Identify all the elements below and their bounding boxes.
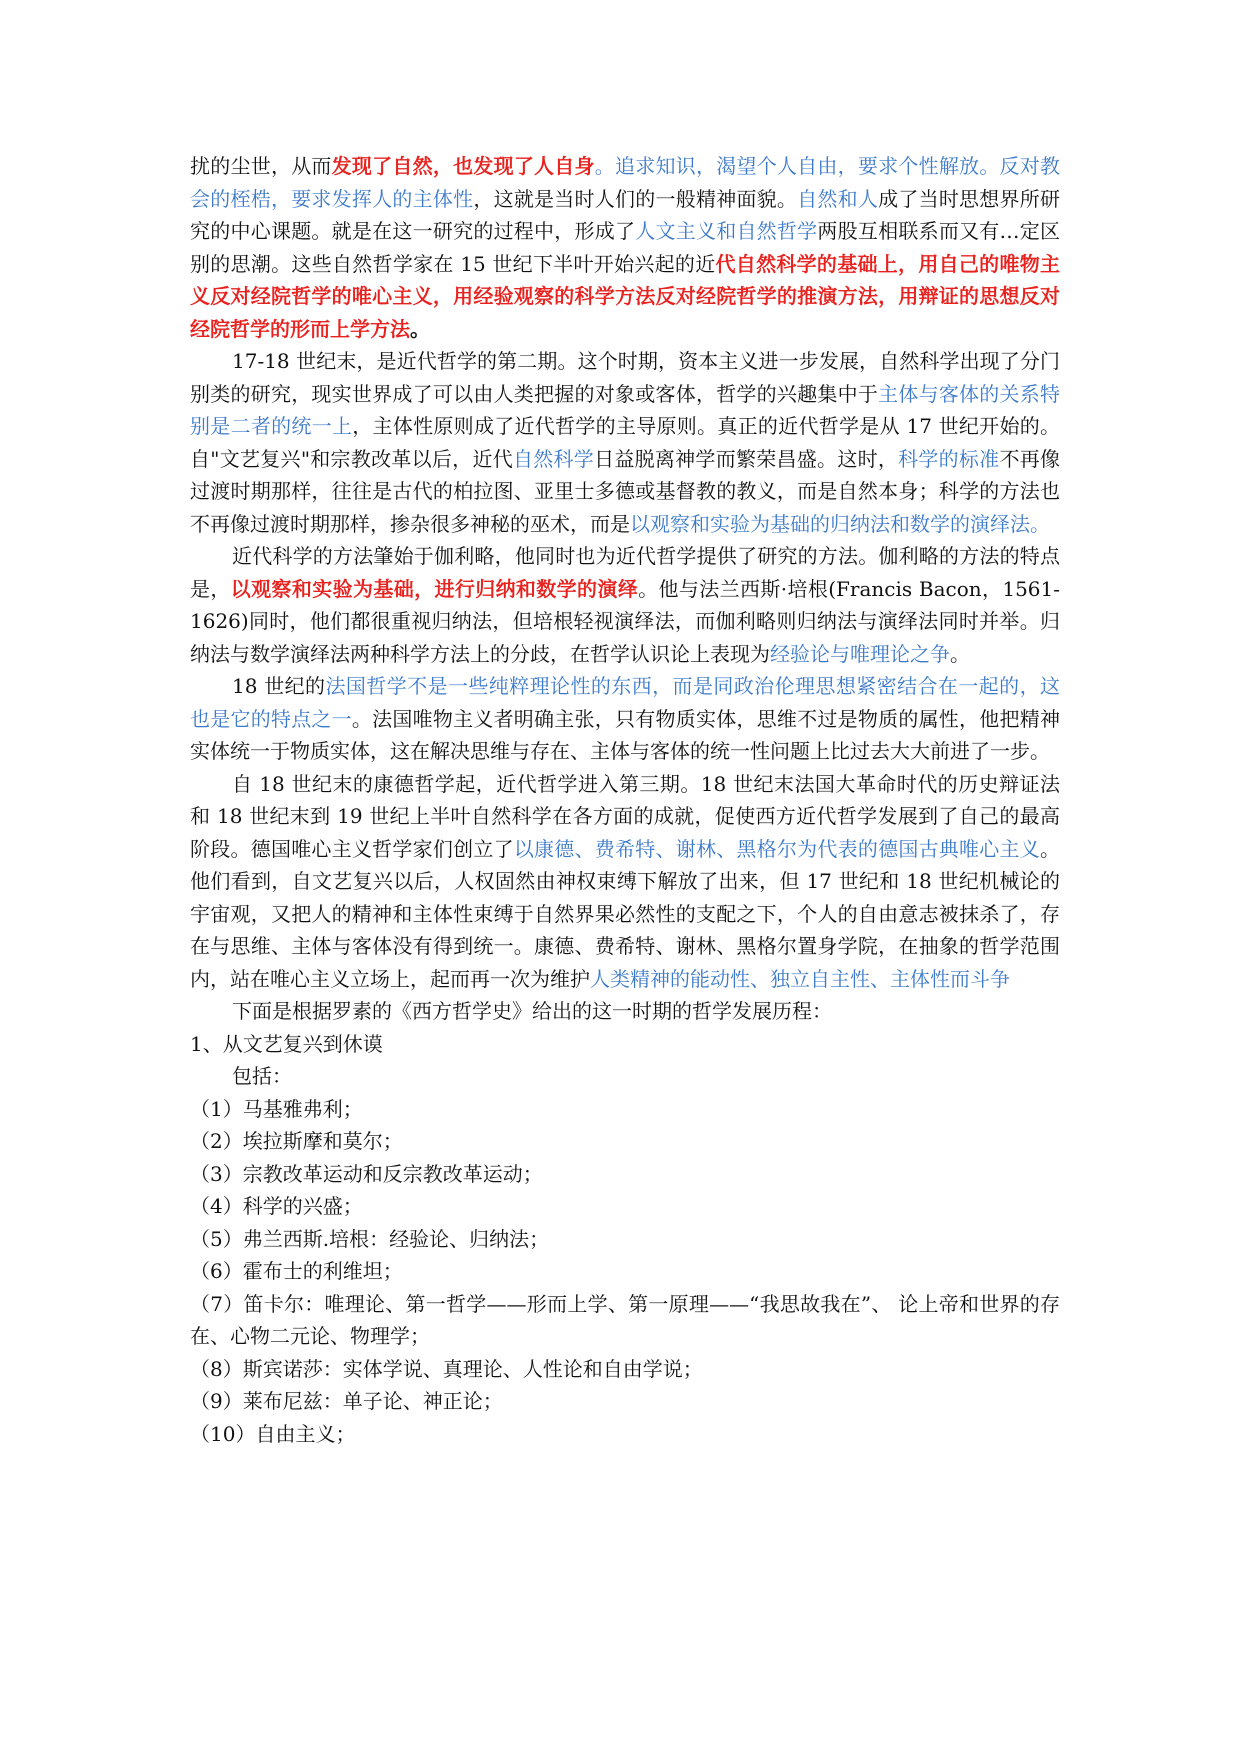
list-item: （1）马基雅弗利； [190,1096,363,1121]
list-item: （5）弗兰西斯.培根：经验论、归纳法； [190,1226,550,1251]
highlight-blue-text: 自然科学 [512,446,595,471]
paragraph [190,540,1060,670]
body-text: 不再像过渡时期那样，往往是古代的柏拉图、亚里士多德或基督教的教义，而是自然本身；科学的方法也不再像过渡时期那样，掺杂很多神秘的巫术，而是 [190,446,1061,536]
highlight-blue-text: 主体与客体的关系特别是二者的统一上 [190,381,1061,438]
highlight-blue-text: 法国哲学不是一些纯粹理论性的东西，而是同政治伦理思想紧密结合在一起的，这也是它的特点之一 [190,674,1060,731]
body-paragraphs [190,150,1060,1028]
highlight-blue-text: 。 [594,154,616,178]
body-text: 两股互相联系而又有…定区别的思潮。这些自然哲学家在 15 世纪下半叶开始兴起的近 [190,219,1061,276]
body-text: ，主体性原则成了近代哲学的主导原则。真正的近代哲学是从 17 世纪开始的。自"文艺复兴"和宗教改革以后，近代 [190,414,1061,471]
list-item: （3）宗教改革运动和反宗教改革运动； [190,1161,543,1186]
body-text: 。法国唯物主义者明确主张，只有物质实体，思维不过是物质的属性，他把精神实体统一于物质实体，这在解决思维与存在、主体与客体的统一性问题上比过去大大前进了一步。 [190,706,1061,763]
body-text: ，这就是当时人们的一般精神面貌。 [473,186,798,211]
highlight-blue-text: 人文主义和自然哲学 [635,219,818,243]
list-item: （7）笛卡尔：唯理论、第一哲学——形而上学、第一原理——“我思故我在”、 论上帝和世界的存在、心物二元论、物理学； [190,1291,1060,1348]
list-item: （8）斯宾诺莎：实体学说、真理论、人性论和自由学说； [190,1356,703,1381]
body-text: 下面是根据罗素的《西方哲学史》给出的这一时期的哲学发展历程： [232,999,832,1023]
list-item: （6）霍布士的利维坦； [190,1259,403,1283]
paragraph [190,995,1060,1028]
list-item: （10）自由主义； [190,1421,356,1446]
includes-label: 包括： [232,1064,292,1088]
philosophy-list [190,1093,1060,1451]
list-item: （4）科学的兴盛； [190,1194,363,1218]
body-text: 近代科学的方法肇始于伽利略，他同时也为近代哲学提供了研究的方法。伽利略的方法的特点是， [190,544,1060,601]
body-text: 。 [410,316,430,341]
highlight-red-text: 代自然科学的基础上，用自己的唯物主义反对经院哲学的唯心主义，用经验观察的科学方法反对经院哲学的推演方法，用辩证的思想反对经院哲学的形而上学方法 [190,251,1061,341]
document-page [190,150,1060,1450]
highlight-blue-text: 自然和人 [797,186,879,211]
highlight-blue-text: 人类精神的能动性、独立自主性、主体性而斗争 [590,966,1010,991]
paragraph [190,150,1060,345]
body-text: 。他与法兰西斯·培根(Francis Bacon，1561-1626)同时，他们都很重视归纳法，但培根轻视演绎法，而伽利略则归纳法与演绎法同时并举。归纳法与数学演绎法两种科学方法上的分歧，在哲学认识论上表现为 [190,576,1061,666]
body-text: 。 [950,641,970,666]
body-text: 成了当时思想界所研究的中心课题。就是在这一研究的过程中，形成了 [190,186,1061,243]
section-heading: 1、从文艺复兴到休谟 [190,1031,383,1056]
body-text: 扰的尘世，从而 [190,154,332,178]
list-item: （2）埃拉斯摩和莫尔； [190,1129,403,1153]
highlight-blue-text: 以观察和实验为基础的归纳法和数学的演绎法。 [630,511,1050,536]
body-text: 。他们看到，自文艺复兴以后，人权固然由神权束缚下解放了出来，但 17 世纪和 18 世纪机械论的宇宙观，又把人的精神和主体性束缚于自然界果必然性的支配之下，个人的自由意志被抹杀了，存在与思维、主体与客体没有得到统一。康德、费希特、谢林、黑格尔置身学院，在抽象的哲学范围内，站在唯心主义立场上，起而再一次为维护 [190,836,1061,991]
highlight-blue-text: 经验论与唯理论之争 [770,641,950,666]
body-text: 自 18 世纪末的康德哲学起，近代哲学进入第三期。18 世纪末法国大革命时代的历史辩证法和 18 世纪末到 19 世纪上半叶自然科学在各方面的成就，促使西方近代哲学发展到了自己的最高阶段。德国唯心主义哲学家们创立了 [190,771,1060,861]
paragraph [190,345,1060,540]
highlight-red-text: 发现了自然，也发现了人自身 [331,154,595,178]
paragraph [190,670,1060,768]
paragraph [190,768,1060,996]
highlight-blue-text: 以康德、费希特、谢林、黑格尔为代表的德国古典唯心主义 [513,836,1041,861]
body-text: 17-18 世纪末，是近代哲学的第二期。这个时期，资本主义进一步发展，自然科学出现了分门别类的研究，现实世界成了可以由人类把握的对象或客体，哲学的兴趣集中于 [190,349,1060,406]
body-text: 18 世纪的 [232,674,326,698]
highlight-blue-text: 科学的标准 [898,446,1000,471]
highlight-red-text: 以观察和实验为基础，进行归纳和数学的演绎 [230,576,639,601]
highlight-blue-text: 追求知识，渴望个人自由，要求个性解放。反对教会的桎梏，要求发挥人的主体性 [190,154,1061,211]
body-text: 日益脱离神学而繁荣昌盛。这时， [594,446,899,471]
list-item: （9）莱布尼兹：单子论、神正论； [190,1389,503,1413]
